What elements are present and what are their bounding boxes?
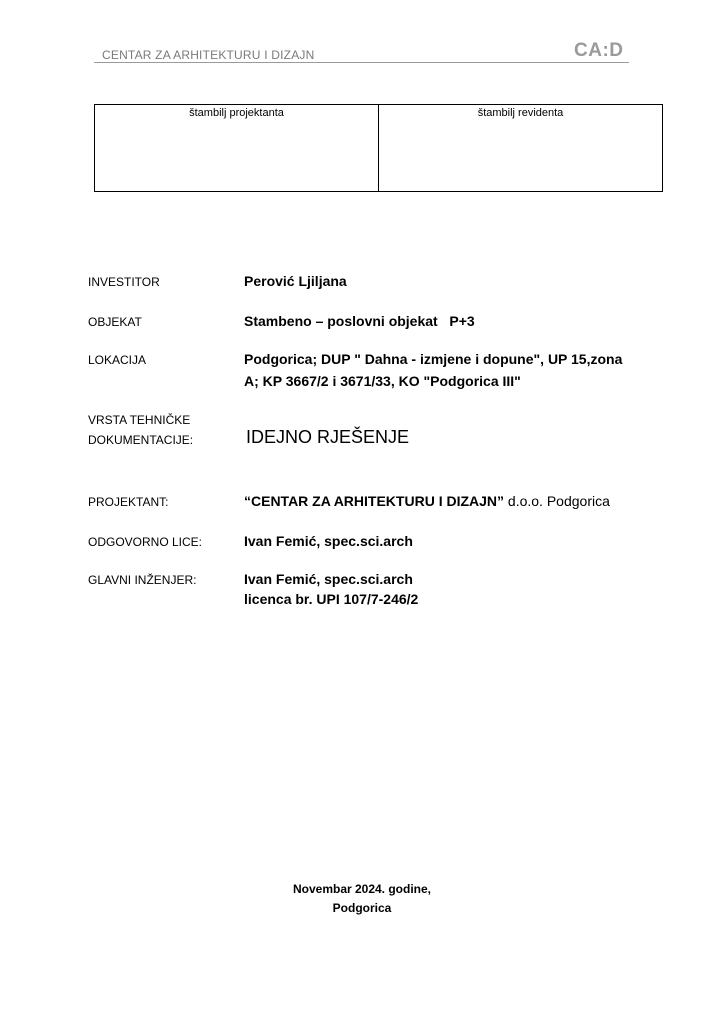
projektant-suffix: d.o.o. Podgorica	[504, 493, 610, 509]
header-divider	[94, 62, 629, 63]
stamp-table	[94, 104, 663, 192]
investitor-label: INVESTITOR	[88, 275, 160, 289]
reviewer-stamp-cell: štambilj revidenta	[477, 107, 564, 119]
card-logo: CA:D	[574, 40, 624, 61]
investitor-value: Perović Ljiljana	[244, 273, 347, 289]
footer	[0, 880, 724, 918]
glavni-label: GLAVNI INŽENJER:	[88, 573, 197, 587]
vrsta-label-line2: DOKUMENTACIJE:	[88, 433, 194, 447]
footer-date: Novembar 2024. godine,	[292, 882, 432, 896]
odgovorno-label: ODGOVORNO LICE:	[88, 535, 203, 549]
header-title: CENTAR ZA ARHITEKTURU I DIZAJN	[102, 48, 315, 62]
glavni-value-line2: licenca br. UPI 107/7-246/2	[244, 591, 419, 607]
vrsta-label-line1: VRSTA TEHNIČKE	[88, 413, 191, 427]
glavni-value-line1: Ivan Femić, spec.sci.arch	[244, 571, 413, 587]
vrsta-value: IDEJNO RJEŠENJE	[246, 427, 410, 447]
projektant-label: PROJEKTANT:	[88, 495, 169, 509]
lokacija-label: LOKACIJA	[88, 353, 147, 367]
lokacija-value-line1: Podgorica; DUP " Dahna - izmjene i dopune", UP 15,zona	[244, 351, 623, 367]
odgovorno-value: Ivan Femić, spec.sci.arch	[244, 533, 413, 549]
projektant-company: “CENTAR ZA ARHITEKTURU I DIZAJN”	[244, 493, 505, 509]
projektant-value	[244, 491, 610, 511]
objekat-label: OBJEKAT	[88, 315, 142, 329]
objekat-value: Stambeno – poslovni objekat P+3	[244, 313, 475, 329]
designer-stamp-cell: štambilj projektanta	[95, 105, 379, 191]
footer-city: Podgorica	[332, 901, 392, 915]
lokacija-value-line2: A; KP 3667/2 i 3671/33, KO "Podgorica III"	[244, 373, 521, 389]
